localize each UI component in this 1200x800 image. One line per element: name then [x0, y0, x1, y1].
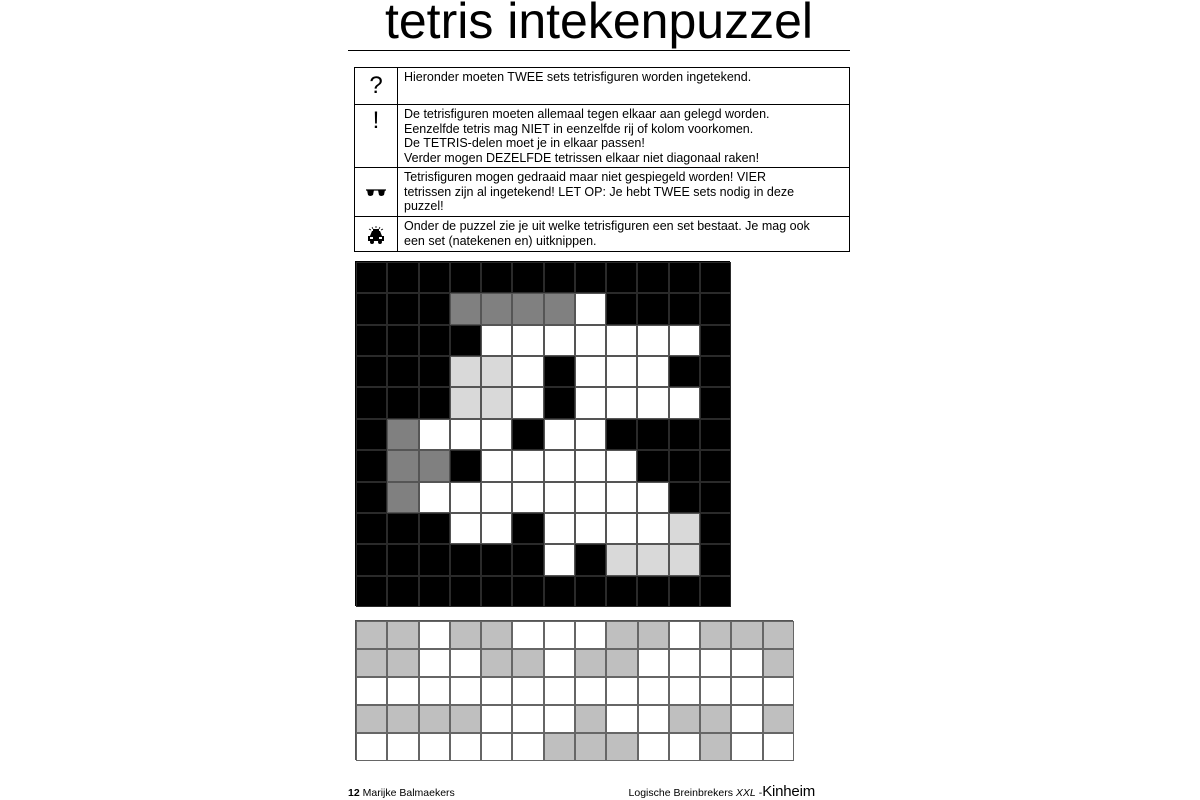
set-cell [669, 677, 700, 705]
board-cell [637, 293, 668, 324]
set-cell [512, 677, 543, 705]
exclamation-mark-icon: ! [355, 105, 398, 168]
board-cell [637, 513, 668, 544]
set-cell [763, 677, 794, 705]
puzzle-board [355, 261, 730, 606]
board-cell [387, 293, 418, 324]
set-cell [419, 621, 450, 649]
set-cell [700, 621, 731, 649]
board-cell [669, 356, 700, 387]
board-cell [387, 419, 418, 450]
board-cell [512, 356, 543, 387]
page-title: tetris intekenpuzzel [384, 0, 813, 49]
board-cell [669, 325, 700, 356]
set-cell [450, 649, 481, 677]
rule-text [398, 105, 850, 168]
board-cell [512, 293, 543, 324]
set-cell [419, 733, 450, 761]
set-cell [356, 649, 387, 677]
board-cell [669, 419, 700, 450]
board-cell [387, 262, 418, 293]
title-divider [348, 50, 850, 51]
board-cell [419, 544, 450, 575]
board-cell [669, 450, 700, 481]
set-cell [450, 677, 481, 705]
board-cell [356, 450, 387, 481]
board-cell [575, 544, 606, 575]
board-cell [637, 356, 668, 387]
set-cell [512, 733, 543, 761]
board-cell [356, 419, 387, 450]
board-cell [356, 387, 387, 418]
board-cell [356, 576, 387, 607]
set-cell [387, 705, 418, 733]
board-cell [575, 262, 606, 293]
board-cell [575, 482, 606, 513]
board-cell [637, 325, 668, 356]
board-cell [356, 293, 387, 324]
set-cell [544, 677, 575, 705]
board-cell [700, 419, 731, 450]
tetris-set-grid [355, 620, 793, 760]
set-cell [669, 705, 700, 733]
board-cell [700, 482, 731, 513]
set-cell [575, 733, 606, 761]
board-cell [419, 293, 450, 324]
board-cell [450, 544, 481, 575]
board-cell [450, 419, 481, 450]
board-cell [700, 576, 731, 607]
board-cell [544, 576, 575, 607]
author-name: Marijke Balmaekers [362, 787, 455, 799]
board-cell [575, 293, 606, 324]
footer-book [629, 783, 815, 800]
board-cell [481, 513, 512, 544]
board-cell [387, 356, 418, 387]
board-cell [512, 513, 543, 544]
rule-line: De tetrisfiguren moeten allemaal tegen elkaar aan gelegd worden. [404, 107, 770, 121]
rule-line: Verder mogen DEZELFDE tetrissen elkaar niet diagonaal raken! [404, 150, 760, 165]
set-cell [481, 677, 512, 705]
board-cell [575, 387, 606, 418]
set-cell [481, 705, 512, 733]
book-title: Logische Breinbrekers [628, 787, 733, 799]
police-car-icon [355, 217, 398, 252]
board-cell [481, 325, 512, 356]
set-cell [606, 621, 637, 649]
set-cell [512, 649, 543, 677]
board-cell [419, 356, 450, 387]
board-cell [481, 262, 512, 293]
set-cell [731, 705, 762, 733]
board-cell [637, 576, 668, 607]
board-cell [637, 262, 668, 293]
rule-line: De TETRIS-delen moet je in elkaar passen! [404, 136, 645, 150]
board-cell [669, 293, 700, 324]
set-cell [419, 649, 450, 677]
board-cell [606, 513, 637, 544]
board-cell [544, 482, 575, 513]
set-cell [512, 621, 543, 649]
set-cell [638, 733, 669, 761]
board-cell [481, 576, 512, 607]
set-cell [419, 677, 450, 705]
set-cell [575, 705, 606, 733]
board-cell [669, 576, 700, 607]
board-cell [637, 450, 668, 481]
set-cell [700, 733, 731, 761]
board-cell [481, 450, 512, 481]
publisher-logo: Kinheim [762, 783, 815, 800]
rule-line: Tetrisfiguren mogen gedraaid maar niet gespiegeld worden! VIER [404, 170, 767, 184]
set-cell [731, 649, 762, 677]
set-cell [387, 733, 418, 761]
board-cell [606, 482, 637, 513]
set-cell [356, 621, 387, 649]
board-cell [700, 450, 731, 481]
board-cell [356, 482, 387, 513]
rule-line: tetrissen zijn al ingetekend! LET OP: Je hebt TWEE sets nodig in deze [404, 184, 795, 199]
set-cell [575, 649, 606, 677]
set-cell [731, 621, 762, 649]
board-cell [481, 482, 512, 513]
set-cell [700, 649, 731, 677]
board-cell [544, 293, 575, 324]
board-cell [700, 387, 731, 418]
board-cell [544, 325, 575, 356]
set-cell [419, 705, 450, 733]
footer-separator: - [758, 787, 763, 799]
board-cell [450, 293, 481, 324]
set-cell [638, 649, 669, 677]
set-cell [763, 733, 794, 761]
board-cell [669, 482, 700, 513]
board-cell [512, 482, 543, 513]
board-cell [606, 544, 637, 575]
set-cell [606, 677, 637, 705]
board-cell [700, 262, 731, 293]
set-cell [638, 677, 669, 705]
set-cell [512, 705, 543, 733]
board-cell [419, 419, 450, 450]
board-cell [419, 482, 450, 513]
set-cell [544, 621, 575, 649]
board-cell [606, 356, 637, 387]
board-cell [356, 544, 387, 575]
board-cell [450, 513, 481, 544]
set-cell [731, 677, 762, 705]
board-cell [387, 325, 418, 356]
set-cell [700, 705, 731, 733]
board-cell [606, 293, 637, 324]
set-cell [606, 705, 637, 733]
board-cell [356, 513, 387, 544]
set-cell [763, 621, 794, 649]
board-cell [387, 450, 418, 481]
board-cell [544, 419, 575, 450]
set-cell [387, 649, 418, 677]
set-cell [356, 705, 387, 733]
question-mark-icon: ? [355, 68, 398, 105]
rule-text [398, 217, 850, 252]
board-cell [575, 356, 606, 387]
board-cell [387, 387, 418, 418]
set-cell [481, 733, 512, 761]
board-cell [637, 544, 668, 575]
set-cell [763, 705, 794, 733]
set-cell [387, 677, 418, 705]
set-cell [575, 677, 606, 705]
rule-line: Eenzelfde tetris mag NIET in eenzelfde rij of kolom voorkomen. [404, 121, 754, 136]
board-cell [575, 419, 606, 450]
board-cell [637, 482, 668, 513]
set-cell [606, 733, 637, 761]
board-cell [450, 387, 481, 418]
board-cell [544, 513, 575, 544]
rule-line: Hieronder moeten TWEE sets tetrisfiguren worden ingetekend. [404, 70, 752, 84]
board-cell [575, 576, 606, 607]
set-cell [387, 621, 418, 649]
board-cell [700, 356, 731, 387]
board-cell [700, 513, 731, 544]
board-cell [669, 262, 700, 293]
board-cell [544, 544, 575, 575]
board-cell [481, 356, 512, 387]
board-cell [700, 293, 731, 324]
set-cell [700, 677, 731, 705]
board-cell [606, 419, 637, 450]
board-cell [512, 450, 543, 481]
board-cell [669, 513, 700, 544]
rule-row [355, 68, 850, 105]
board-cell [419, 387, 450, 418]
set-cell [638, 705, 669, 733]
set-cell [481, 649, 512, 677]
set-cell [356, 733, 387, 761]
set-cell [356, 677, 387, 705]
board-cell [700, 325, 731, 356]
board-cell [419, 576, 450, 607]
set-cell [763, 649, 794, 677]
page-number: 12 [348, 787, 360, 799]
set-cell [638, 621, 669, 649]
board-cell [387, 576, 418, 607]
board-cell [575, 513, 606, 544]
board-cell [419, 450, 450, 481]
board-cell [606, 325, 637, 356]
board-cell [544, 450, 575, 481]
board-cell [669, 544, 700, 575]
board-cell [512, 419, 543, 450]
board-cell [387, 544, 418, 575]
set-cell [669, 649, 700, 677]
rule-row [355, 168, 850, 217]
board-cell [544, 387, 575, 418]
rule-text [398, 168, 850, 217]
footer-author [348, 787, 455, 799]
board-cell [637, 387, 668, 418]
set-cell [481, 621, 512, 649]
board-cell [419, 325, 450, 356]
board-cell [387, 482, 418, 513]
board-cell [387, 513, 418, 544]
board-cell [450, 576, 481, 607]
board-cell [450, 450, 481, 481]
board-cell [419, 262, 450, 293]
board-cell [356, 325, 387, 356]
set-cell [544, 649, 575, 677]
board-cell [606, 387, 637, 418]
set-cell [450, 705, 481, 733]
board-cell [700, 544, 731, 575]
set-cell [731, 733, 762, 761]
rule-row [355, 105, 850, 168]
board-cell [450, 262, 481, 293]
board-cell [450, 356, 481, 387]
set-cell [544, 733, 575, 761]
set-cell [606, 649, 637, 677]
board-cell [481, 293, 512, 324]
board-cell [606, 262, 637, 293]
board-cell [544, 262, 575, 293]
board-cell [512, 325, 543, 356]
set-cell [669, 621, 700, 649]
board-cell [356, 262, 387, 293]
board-cell [544, 356, 575, 387]
set-cell [544, 705, 575, 733]
set-cell [575, 621, 606, 649]
board-cell [512, 387, 543, 418]
board-cell [575, 450, 606, 481]
board-cell [450, 325, 481, 356]
set-cell [450, 621, 481, 649]
rule-row [355, 217, 850, 252]
board-cell [481, 419, 512, 450]
rule-line: Onder de puzzel zie je uit welke tetrisfiguren een set bestaat. Je mag ook [404, 219, 810, 233]
rule-text [398, 68, 850, 105]
board-cell [606, 576, 637, 607]
board-cell [481, 544, 512, 575]
board-cell [512, 262, 543, 293]
board-cell [669, 387, 700, 418]
board-cell [356, 356, 387, 387]
board-cell [512, 544, 543, 575]
board-cell [419, 513, 450, 544]
sunglasses-icon [355, 168, 398, 217]
board-cell [606, 450, 637, 481]
board-cell [575, 325, 606, 356]
board-cell [450, 482, 481, 513]
board-cell [637, 419, 668, 450]
rule-line: een set (natekenen en) uitknippen. [404, 233, 597, 248]
board-cell [481, 387, 512, 418]
book-suffix: XXL [735, 787, 756, 799]
set-cell [669, 733, 700, 761]
rules-table [354, 67, 850, 252]
set-cell [450, 733, 481, 761]
rule-line: puzzel! [404, 199, 444, 213]
board-cell [512, 576, 543, 607]
